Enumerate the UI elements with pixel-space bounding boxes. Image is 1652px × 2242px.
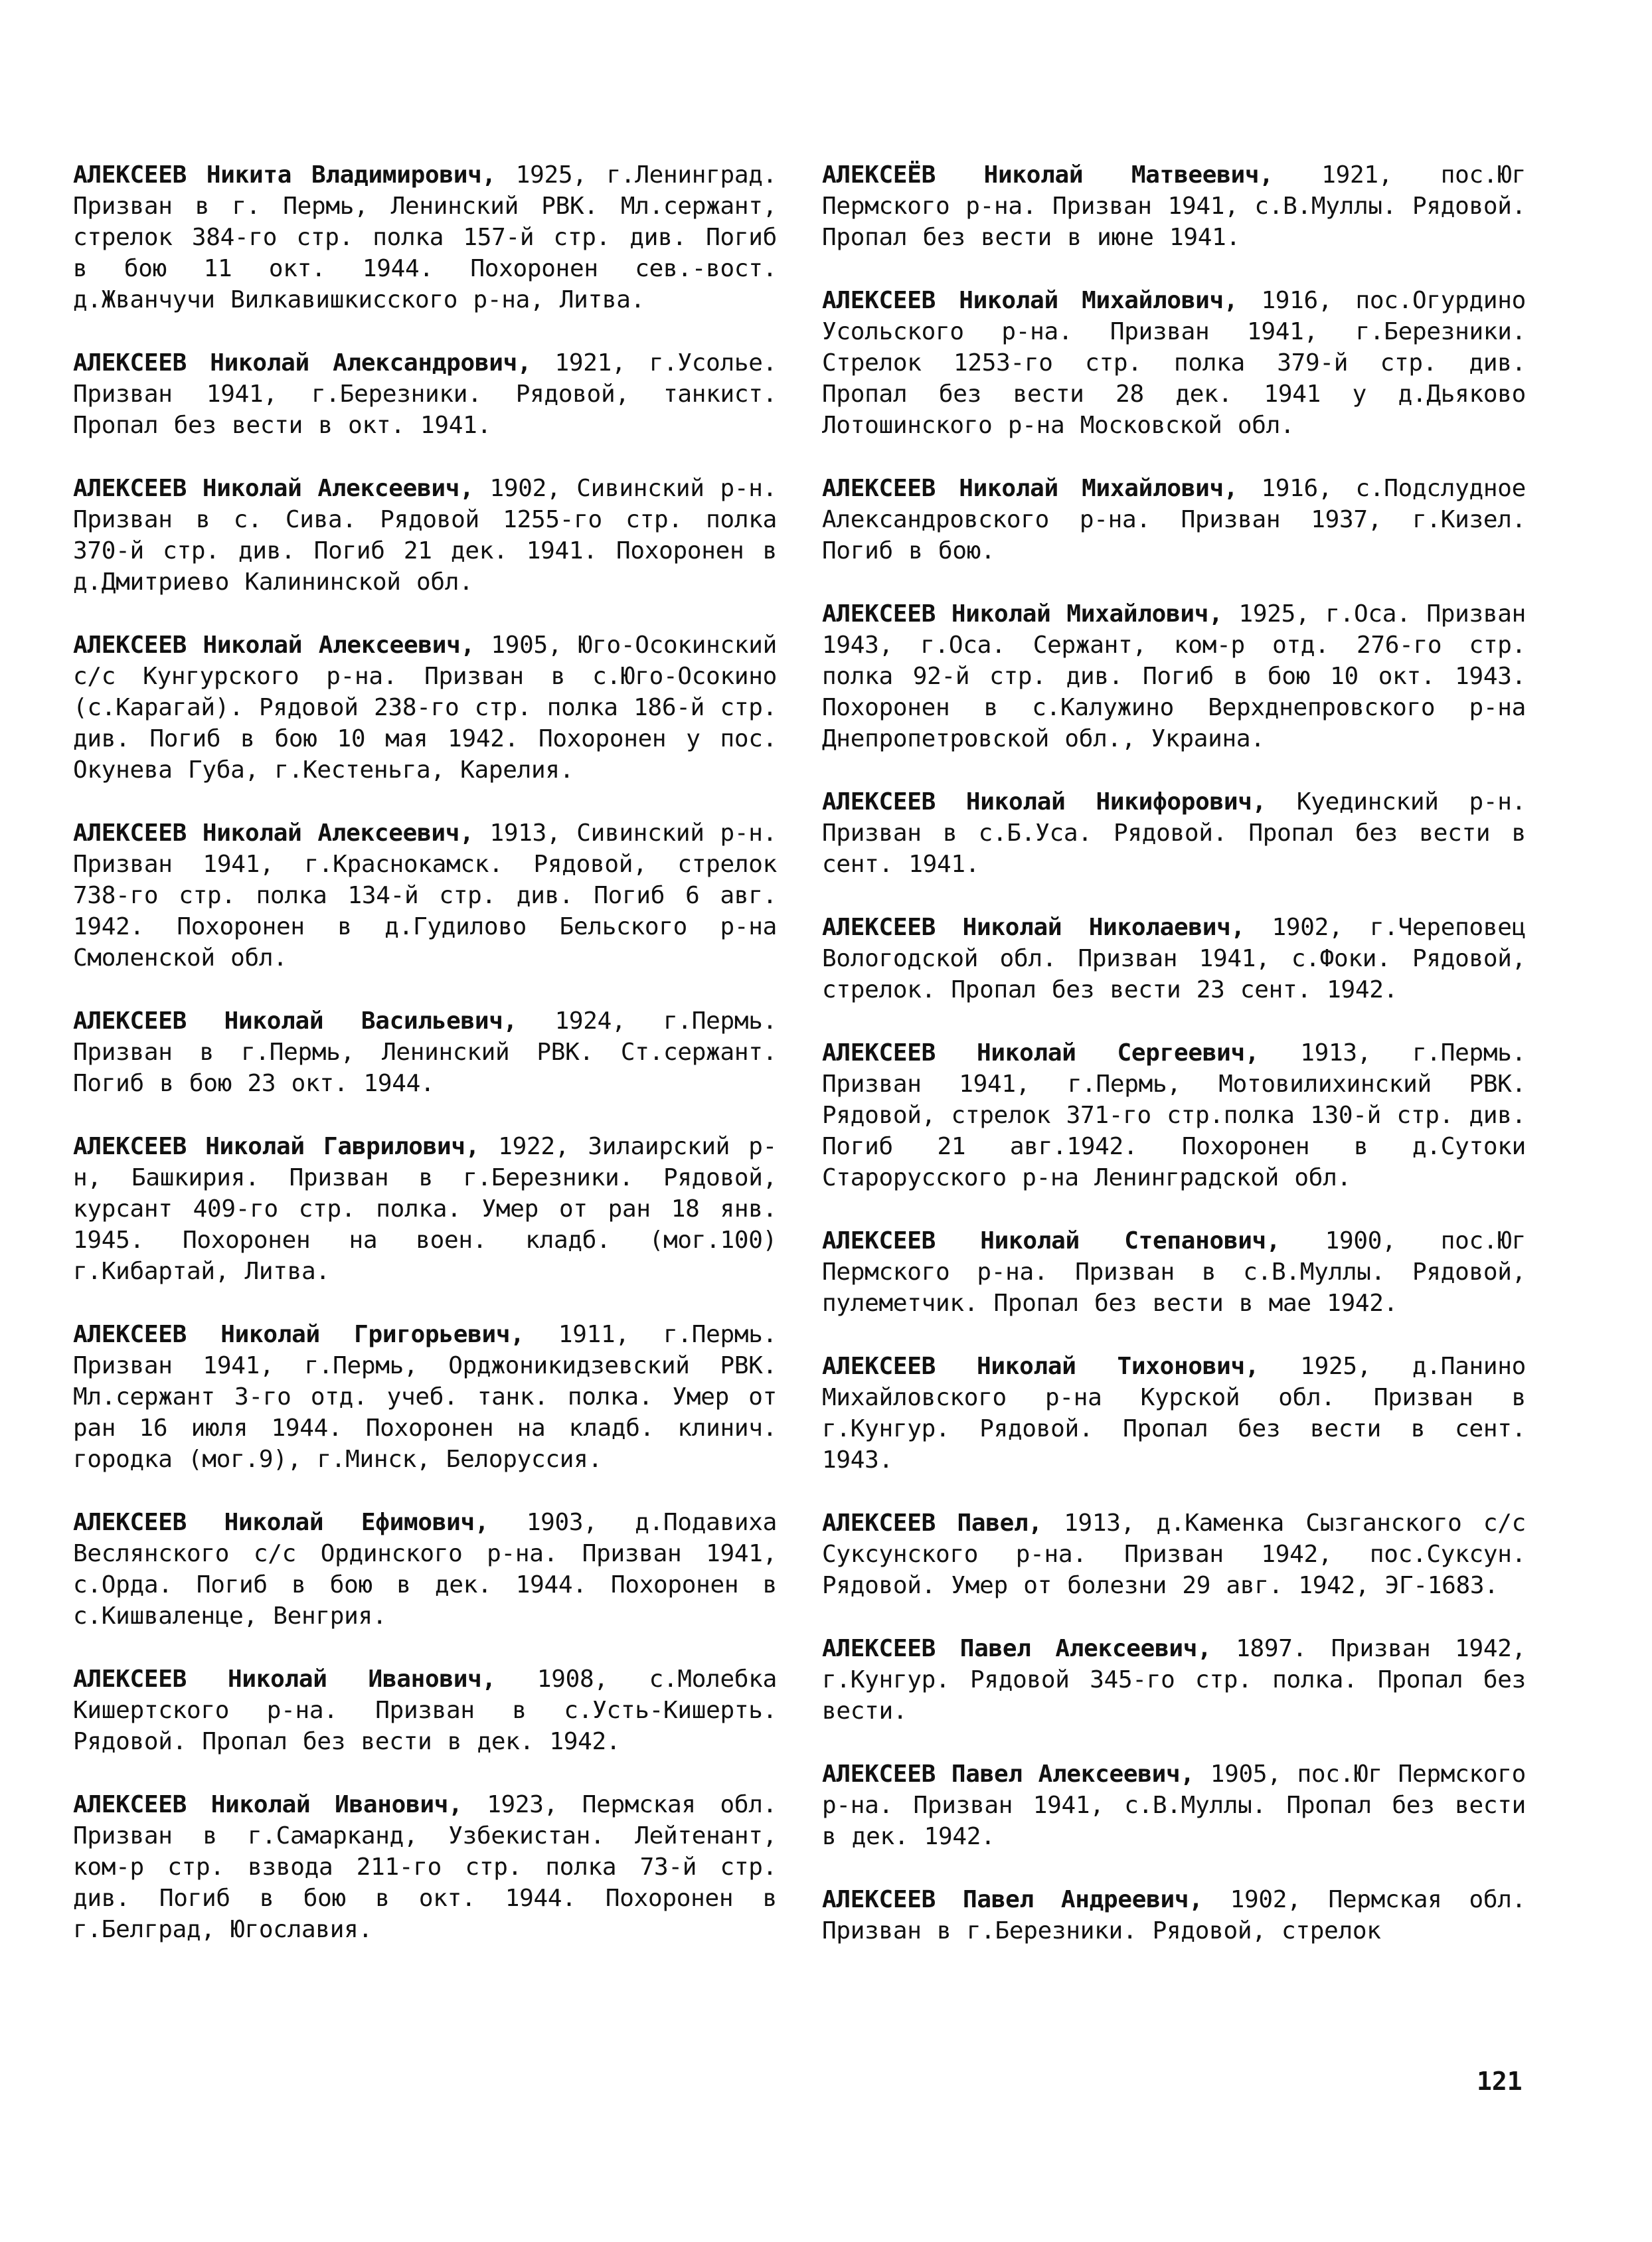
entry <box>822 285 1526 441</box>
entry-surname: АЛЕКСЕЕВ <box>822 475 936 502</box>
entry <box>73 630 777 786</box>
entry-details: Куединский р-н. Призван в с.Б.Уса. Рядовой. Пропал без вести в сент. 1941. <box>822 788 1527 878</box>
entry-given-name: Николай Михайлович, <box>959 475 1238 502</box>
entry-given-name: Павел Алексеевич, <box>951 1761 1195 1788</box>
entry-given-name: Николай Николаевич, <box>962 914 1245 941</box>
entry <box>73 473 777 598</box>
entry-given-name: Николай Ефимович, <box>224 1509 489 1536</box>
entry-given-name: Николай Алексеевич, <box>202 475 474 502</box>
entry-given-name: Николай Алексеевич, <box>203 632 475 659</box>
entry-surname: АЛЕКСЕЕВ <box>822 1635 936 1662</box>
entry-surname: АЛЕКСЕЕВ <box>73 1666 187 1693</box>
entry <box>73 347 777 441</box>
entry-details: 1913, г.Пермь. Призван 1941, г.Пермь, Мотовилихинский РВК. Рядовой, стрелок 371-го стр.полка 130-й стр. див. Погиб 21 авг.1942. Похоронен в д.Сутоки Старорусского р-на Ленинградской обл. <box>822 1039 1527 1191</box>
entry-given-name: Николай Михайлович, <box>959 287 1238 314</box>
entry <box>822 1633 1526 1727</box>
entry-surname: АЛЕКСЕЕВ <box>822 1039 936 1067</box>
entry-surname: АЛЕКСЕЕВ <box>73 161 187 189</box>
entry <box>822 912 1526 1005</box>
entry-given-name: Павел, <box>957 1509 1042 1537</box>
entry-details: 1923, Пермская обл. Призван в г.Самарканд, Узбекистан. Лейтенант, ком-р стр. взвода 211-го стр. полка 73-й стр. див. Погиб в бою в окт. 1944. Похоронен в г.Белград, Югославия. <box>73 1791 778 1943</box>
entry <box>73 159 777 315</box>
entry-surname: АЛЕКСЕЕВ <box>73 1133 187 1160</box>
entry <box>73 1507 777 1632</box>
entry-surname: АЛЕКСЕЕВ <box>822 914 936 941</box>
entry-details: 1902, г.Череповец Вологодской обл. Призван 1941, с.Фоки. Рядовой, стрелок. Пропал без вести 23 сент. 1942. <box>822 914 1527 1003</box>
entry-surname: АЛЕКСЕЕВ <box>822 287 936 314</box>
entry <box>822 1508 1526 1601</box>
entry-given-name: Николай Тихонович, <box>976 1353 1260 1380</box>
entry-details: 1908, с.Молебка Кишертского р-на. Призван в с.Усть-Кишерть. Рядовой. Пропал без вести в дек. 1942. <box>73 1666 778 1755</box>
entry-given-name: Павел Андреевич, <box>963 1886 1203 1913</box>
entry-given-name: Николай Григорьевич, <box>220 1321 525 1348</box>
entry-surname: АЛЕКСЕЕВ <box>73 1007 187 1035</box>
entry-details: 1913, д.Каменка Сызганского с/с Суксунского р-на. Призван 1942, пос.Суксун. Рядовой. Умер от болезни 29 авг. 1942, ЭГ-1683. <box>822 1509 1527 1599</box>
entry-given-name: Николай Алексеевич, <box>202 819 474 847</box>
entry-surname: АЛЕКСЕЕВ <box>822 788 936 816</box>
entry-details: 1902, Пермская обл. Призван в г.Березники. Рядовой, стрелок <box>822 1886 1527 1944</box>
entry-given-name: Никита Владимирович, <box>206 161 496 189</box>
entry-surname: АЛЕКСЕЕВ <box>822 1886 936 1913</box>
entry-given-name: Николай Васильевич, <box>224 1007 517 1035</box>
right-column <box>822 159 1526 1978</box>
entry-surname: АЛЕКСЕЕВ <box>73 1509 187 1536</box>
entry-surname: АЛЕКСЕЕВ <box>73 475 187 502</box>
entry <box>73 1319 777 1475</box>
entry <box>822 1884 1526 1946</box>
entry-surname: АЛЕКСЕЕВ <box>822 600 936 628</box>
entry <box>822 1351 1526 1476</box>
entry-surname: АЛЕКСЕЁВ <box>822 161 936 189</box>
entry <box>822 786 1526 880</box>
entry <box>822 159 1526 253</box>
entry-details: 1911, г.Пермь. Призван 1941, г.Пермь, Орджоникидзевский РВК. Мл.сержант 3-го отд. учеб. танк. полка. Умер от ран 16 июля 1944. Похоронен на кладб. клинич. городка (мог.9), г.Минск, Белоруссия. <box>73 1321 778 1473</box>
entry-given-name: Николай Никифорович, <box>965 788 1266 816</box>
entry <box>73 1789 777 1945</box>
entry <box>822 473 1526 566</box>
left-column <box>73 159 777 1977</box>
entry <box>73 818 777 974</box>
entry-given-name: Николай Степанович, <box>980 1227 1281 1254</box>
entry-given-name: Николай Матвеевич, <box>983 161 1274 189</box>
entry-details: 1916, пос.Огурдино Усольского р-на. Призван 1941, г.Березники. Стрелок 1253-го стр. полка 379-й стр. див. Пропал без вести 28 дек. 1941 у д.Дьяково Лотошинского р-на Московской обл. <box>822 287 1527 439</box>
entry-details: 1925, д.Панино Михайловского р-на Курской обл. Призван в г.Кунгур. Рядовой. Пропал без вести в сент. 1943. <box>822 1353 1527 1474</box>
entry-details: 1905, Юго-Осокинский с/с Кунгурского р-на. Призван в с.Юго-Осокино (с.Карагай). Рядовой 238-го стр. полка 186-й стр. див. Погиб в бою 10 мая 1942. Похоронен у пос. Окунева Губа, г.Кестеньга, Карелия. <box>73 632 778 784</box>
entry-given-name: Павел Алексеевич, <box>959 1635 1212 1662</box>
entry-surname: АЛЕКСЕЕВ <box>822 1761 936 1788</box>
entry <box>73 1005 777 1099</box>
entry-details: 1897. Призван 1942, г.Кунгур. Рядовой 345-го стр. полка. Пропал без вести. <box>822 1635 1527 1725</box>
entry-details: 1921, пос.Юг Пермского р-на. Призван 1941, с.В.Муллы. Рядовой. Пропал без вести в июне 1941. <box>822 161 1527 251</box>
entry-details: 1916, с.Подслудное Александровского р-на. Призван 1937, г.Кизел. Погиб в бою. <box>822 475 1527 564</box>
entry <box>73 1664 777 1757</box>
entry-given-name: Николай Иванович, <box>227 1666 496 1693</box>
entry-details: 1905, пос.Юг Пермского р-на. Призван 1941, с.В.Муллы. Пропал без вести в дек. 1942. <box>822 1761 1526 1850</box>
entry-surname: АЛЕКСЕЕВ <box>822 1509 936 1537</box>
entry-given-name: Николай Сергеевич, <box>976 1039 1260 1067</box>
entry-details: 1925, г.Ленинград. Призван в г. Пермь, Ленинский РВК. Мл.сержант, стрелок 384-го стр. полка 157-й стр. див. Погиб в бою 11 окт. 1944. Похоронен сев.-вост. д.Жванчучи Вилкавишкисского р-на, Литва. <box>73 161 778 313</box>
entry-details: 1903, д.Подавиха Веслянского с/с Ординского р-на. Призван 1941, с.Орда. Погиб в бою в дек. 1944. Похоронен в с.Кишваленце, Венгрия. <box>73 1509 778 1630</box>
entry-given-name: Николай Михайлович, <box>951 600 1223 628</box>
entry-given-name: Николай Иванович, <box>210 1791 463 1818</box>
entry-details: 1925, г.Оса. Призван 1943, г.Оса. Сержант, ком-р отд. 276-го стр. полка 92-й стр. див. Погиб в бою 10 окт. 1943. Похоронен в с.Калужино Верхднепровского р-на Днепропетровской обл., Украина. <box>822 600 1526 752</box>
entry-details: 1900, пос.Юг Пермского р-на. Призван в с.В.Муллы. Рядовой, пулеметчик. Пропал без вести в мае 1942. <box>822 1227 1527 1317</box>
entry-surname: АЛЕКСЕЕВ <box>73 1791 187 1818</box>
entry-details: 1921, г.Усолье. Призван 1941, г.Березники. Рядовой, танкист. Пропал без вести в окт. 1941. <box>73 349 778 439</box>
entry <box>822 1225 1526 1319</box>
entry <box>822 598 1526 754</box>
entry-given-name: Николай Александрович, <box>210 349 532 377</box>
entry-details: 1924, г.Пермь. Призван в г.Пермь, Ленинский РВК. Ст.сержант. Погиб в бою 23 окт. 1944. <box>73 1007 778 1097</box>
entry-details: 1902, Сивинский р-н. Призван в с. Сива. Рядовой 1255-го стр. полка 370-й стр. див. Погиб 21 дек. 1941. Похоронен в д.Дмитриево Калининской обл. <box>73 475 777 596</box>
entry <box>822 1759 1526 1852</box>
entry-given-name: Николай Гаврилович, <box>205 1133 480 1160</box>
entry-surname: АЛЕКСЕЕВ <box>73 349 187 377</box>
entry-surname: АЛЕКСЕЕВ <box>73 632 187 659</box>
entry <box>822 1037 1526 1193</box>
entry <box>73 1131 777 1287</box>
entry-details: 1922, Зилаирский р-н, Башкирия. Призван в г.Березники. Рядовой, курсант 409-го стр. полка. Умер от ран 18 янв. 1945. Похоронен на воен. кладб. (мог.100) г.Кибартай, Литва. <box>73 1133 778 1285</box>
page-number: 121 <box>1477 2067 1523 2096</box>
entry-surname: АЛЕКСЕЕВ <box>73 1321 187 1348</box>
entry-surname: АЛЕКСЕЕВ <box>822 1227 936 1254</box>
entry-surname: АЛЕКСЕЕВ <box>73 819 187 847</box>
entry-details: 1913, Сивинский р-н. Призван 1941, г.Краснокамск. Рядовой, стрелок 738-го стр. полка 134-й стр. див. Погиб 6 авг. 1942. Похоронен в д.Гудилово Бельского р-на Смоленской обл. <box>73 819 777 972</box>
entry-surname: АЛЕКСЕЕВ <box>822 1353 936 1380</box>
